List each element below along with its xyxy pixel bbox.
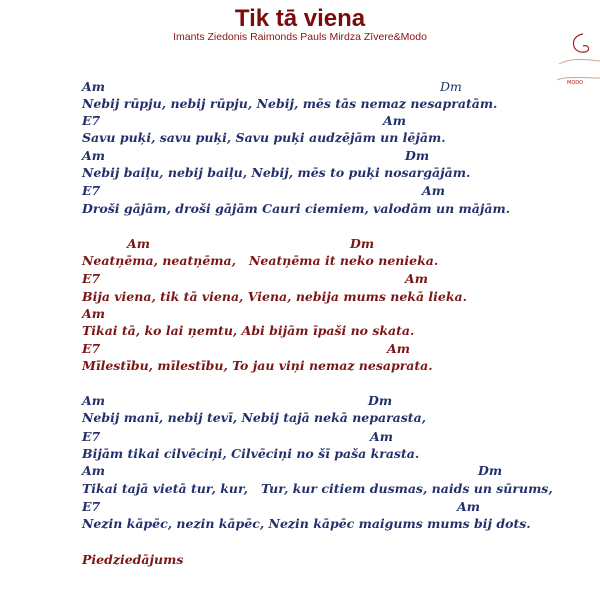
chord: E7 (82, 499, 101, 514)
lyric-line: Bijām tikai cilvēciņi, Cilvēciņi no šī paša krasta. (82, 446, 420, 461)
chord: Am (387, 341, 410, 356)
chord: E7 (82, 113, 101, 128)
chord: Dm (478, 463, 503, 478)
lyric-line: Nebij rūpju, nebij rūpju, Nebij, mēs tās nemaz nesapratām. (82, 96, 498, 111)
lyric-line: Mīlestību, mīlestību, To jau viņi nemaz nesaprata. (82, 358, 433, 373)
chorus-label: Piedziedājums (82, 552, 184, 567)
chord: Dm (440, 79, 462, 94)
chord: E7 (82, 271, 101, 286)
chord: E7 (82, 429, 101, 444)
lyric-line: Nebij manī, nebij tevī, Nebij tajā nekā neparasta, (82, 410, 427, 425)
chord: Am (383, 113, 406, 128)
svg-text:MODO: MODO (567, 80, 584, 86)
song-title: Tik tā viena (234, 5, 366, 32)
lyric-line: Neatņēma, neatņēma, Neatņēma it neko nenieka. (82, 253, 439, 268)
lyric-line: Bija viena, tik tā viena, Viena, nebija mums nekā lieka. (82, 289, 467, 304)
chord: Am (405, 271, 428, 286)
chord: Am (127, 236, 150, 251)
lyric-line: Droši gājām, droši gājām Cauri ciemiem, valodām un mājām. (82, 201, 511, 216)
chord: Am (370, 429, 393, 444)
chord: E7 (82, 341, 101, 356)
chord: Am (422, 183, 445, 198)
lyric-line: Savu puķi, savu puķi, Savu puķi audzējām un lējām. (82, 130, 446, 145)
lyric-line: Tikai tā, ko lai ņemtu, Abi bijām īpaši no skata. (82, 323, 415, 338)
chord: Dm (350, 236, 375, 251)
lyric-line: Tikai tajā vietā tur, kur, Tur, kur citiem dusmas, naids un sūrums, (82, 481, 553, 496)
chord: Am (82, 463, 105, 478)
song-authors: Imants Ziedonis Raimonds Pauls Mirdza Zīvere&Modo (173, 31, 427, 43)
lyric-line: Nezin kāpēc, nezin kāpēc, Nezin kāpēc maigums mums bij dots. (82, 516, 531, 531)
logo-icon (555, 28, 600, 88)
chord: E7 (82, 183, 101, 198)
chord: Am (457, 499, 480, 514)
chord: Dm (368, 393, 393, 408)
lyric-line: Nebij baiļu, nebij baiļu, Nebij, mēs to puķi nosargājām. (82, 165, 471, 180)
chord: Am (82, 79, 105, 94)
chord: Am (82, 306, 105, 321)
chord: Am (82, 393, 105, 408)
chord: Dm (405, 148, 430, 163)
chord: Am (82, 148, 105, 163)
